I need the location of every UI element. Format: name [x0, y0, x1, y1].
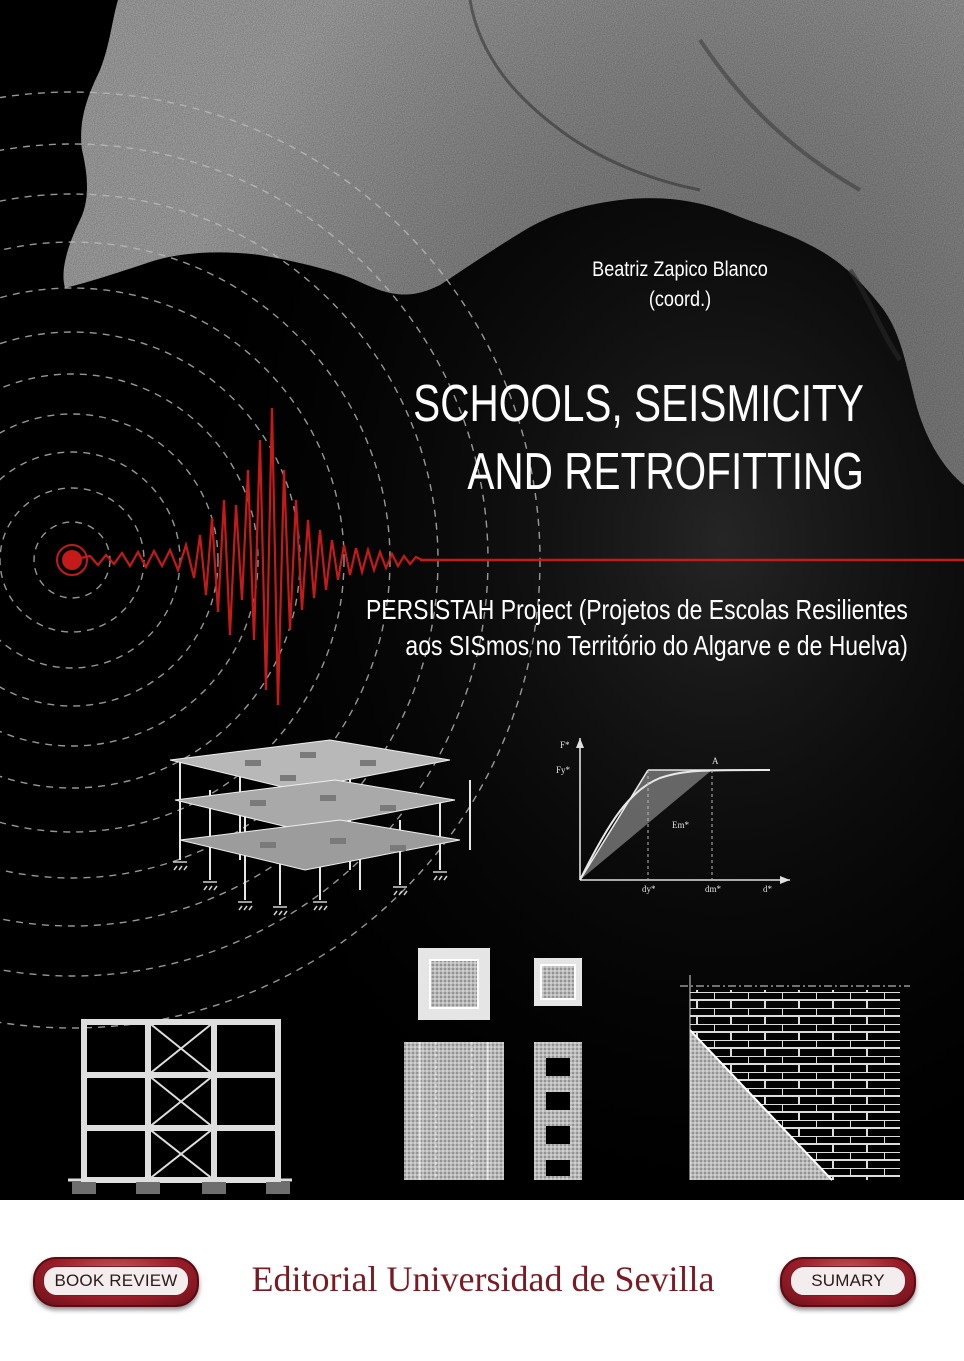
author-name: Beatriz Zapico Blanco: [592, 258, 768, 281]
curve-label-dm: dm*: [705, 884, 722, 894]
summary-label: SUMARY: [790, 1266, 906, 1296]
subtitle-line-2: aos SISmos no Território do Algarve e de Huelva): [405, 630, 908, 661]
curve-label-dy: dy*: [642, 884, 656, 894]
publisher-name: Editorial Universidad de Sevilla: [251, 1259, 715, 1299]
author-block: [542, 255, 817, 315]
book-subtitle: [366, 592, 908, 664]
column-section-small: [534, 958, 582, 1180]
book-title: [413, 370, 864, 506]
curve-label-fy: Fy*: [556, 765, 571, 775]
book-review-label: BOOK REVIEW: [43, 1266, 189, 1296]
subtitle-line-1: PERSISTAH Project (Projetos de Escolas Resilientes: [366, 594, 908, 625]
curve-label-a: A: [712, 756, 719, 766]
footer-bar: [0, 1200, 964, 1361]
book-review-button[interactable]: [33, 1257, 199, 1307]
summary-button[interactable]: [780, 1257, 916, 1307]
title-line-2: AND RETROFITTING: [467, 443, 864, 501]
masonry-wall-drawing: [680, 975, 910, 1180]
title-line-1: SCHOOLS, SEISMICITY: [413, 375, 864, 433]
column-section-large: [404, 948, 504, 1180]
curve-label-em: Em*: [672, 820, 689, 830]
curve-label-f: F*: [560, 740, 570, 750]
curve-label-d: d*: [763, 884, 772, 894]
author-role: (coord.): [648, 288, 712, 311]
